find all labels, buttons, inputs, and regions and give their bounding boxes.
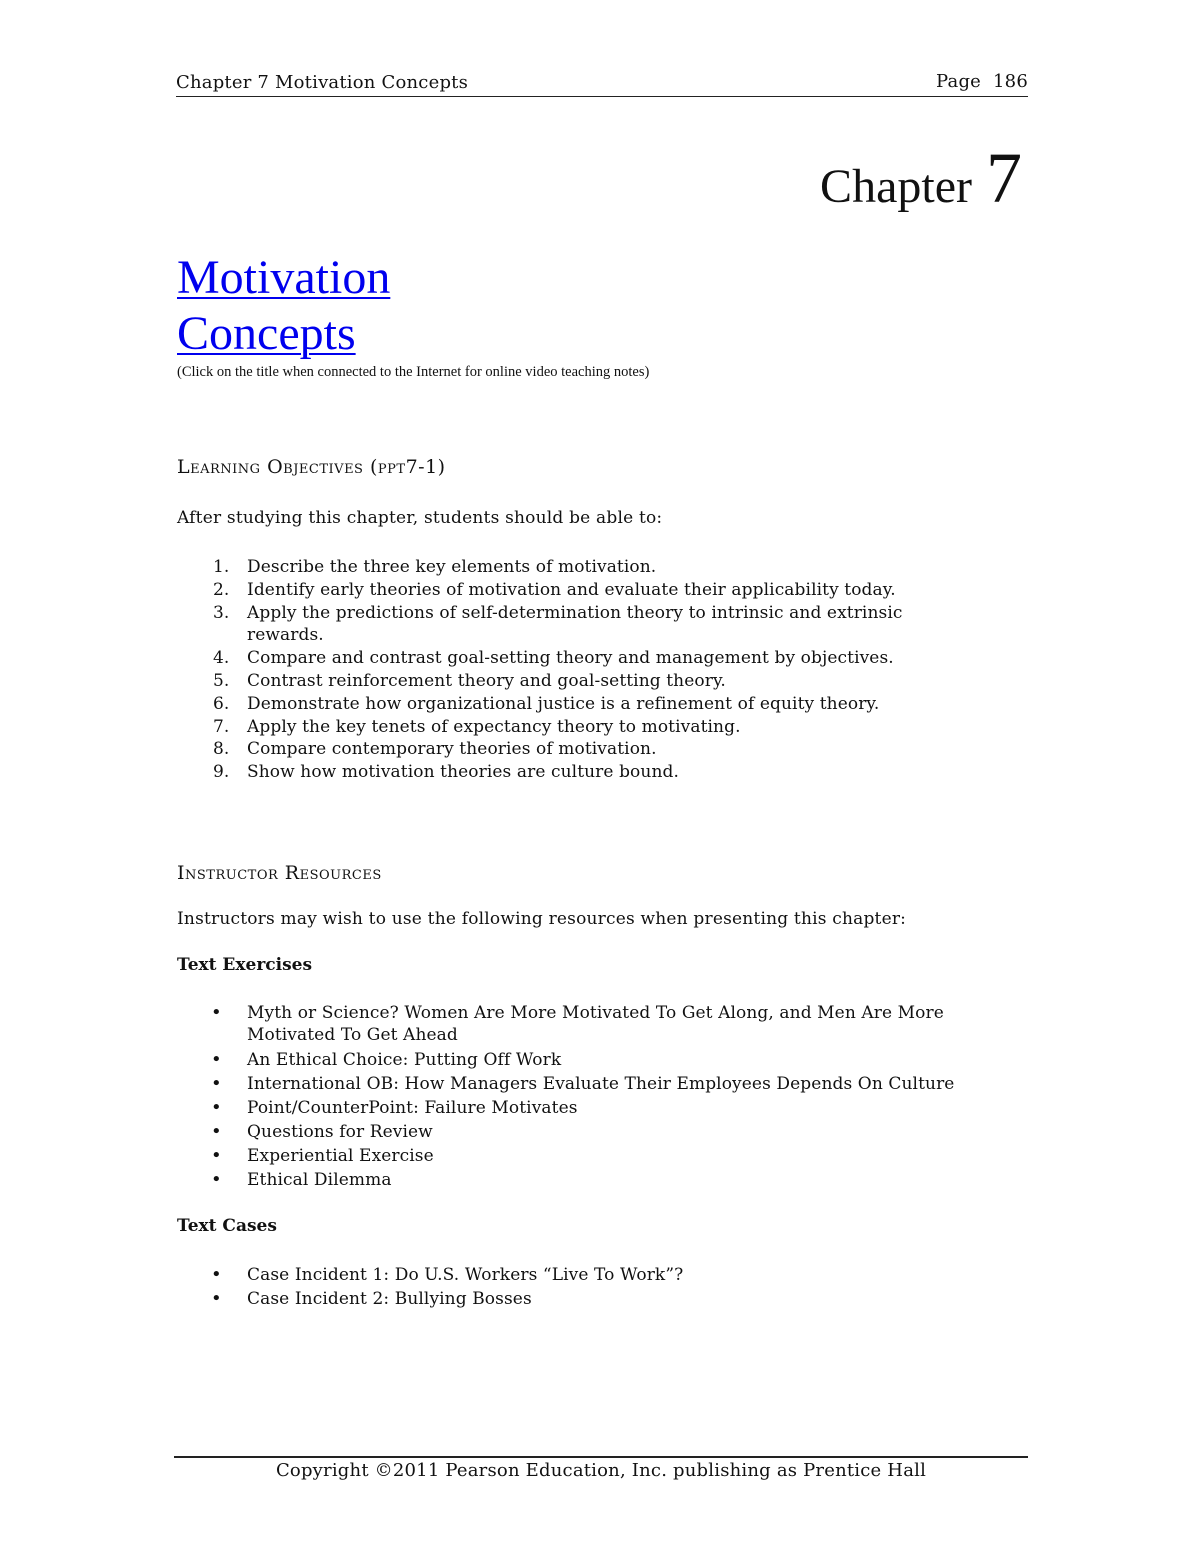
list-item: 7. Apply the key tenets of expectancy theory to motivating. <box>213 716 741 737</box>
footer-rule <box>174 1456 1028 1458</box>
list-item: 2. Identify early theories of motivation and evaluate their applicability today. <box>213 579 896 600</box>
header-chapter-title: Chapter 7 Motivation Concepts <box>176 72 469 93</box>
title-line-1[interactable]: Motivation <box>177 251 391 304</box>
instructor-resources-intro: Instructors may wish to use the following resources when presenting this chapter: <box>177 909 907 929</box>
text-cases-list <box>177 1263 1037 1311</box>
list-item: • Questions for Review <box>177 1120 1037 1144</box>
learning-objectives-intro: After studying this chapter, students should be able to: <box>177 508 663 528</box>
chapter-title-link[interactable] <box>177 250 390 362</box>
list-item: • Myth or Science? Women Are More Motivated To Get Along, and Men Are More Motivated To Get Ahead <box>177 1002 1037 1046</box>
list-item: 4. Compare and contrast goal-setting theory and management by objectives. <box>213 648 894 669</box>
list-item: 9. Show how motivation theories are culture bound. <box>213 762 679 783</box>
instructor-resources-heading: Instructor Resources <box>177 862 382 884</box>
chapter-label: Chapter <box>820 160 972 213</box>
text-exercises-list <box>177 1002 1037 1192</box>
list-item: 6. Demonstrate how organizational justice is a refinement of equity theory. <box>213 693 880 714</box>
chapter-number: 7 <box>986 138 1022 218</box>
footer-copyright: Copyright ©2011 Pearson Education, Inc. publishing as Prentice Hall <box>275 1460 927 1481</box>
title-note: (Click on the title when connected to the Internet for online video teaching notes) <box>177 364 650 380</box>
list-item: • International OB: How Managers Evaluate Their Employees Depends On Culture <box>177 1072 1037 1096</box>
chapter-mark <box>820 138 1022 218</box>
text-cases-heading: Text Cases <box>177 1216 277 1236</box>
list-item: 3. Apply the predictions of self-determination theory to intrinsic and extrinsic rewards. <box>213 602 903 646</box>
list-item: • Case Incident 1: Do U.S. Workers “Live To Work”? <box>177 1263 1037 1287</box>
list-item: 1. Describe the three key elements of motivation. <box>213 557 657 577</box>
list-item: • Point/CounterPoint: Failure Motivates <box>177 1096 1037 1120</box>
running-header <box>176 70 1028 97</box>
learning-objectives-list <box>177 556 1037 784</box>
list-item: • Ethical Dilemma <box>177 1168 1037 1192</box>
list-item: • Experiential Exercise <box>177 1144 1037 1168</box>
list-item: 5. Contrast reinforcement theory and goal-setting theory. <box>213 670 726 691</box>
page-label: Page <box>936 71 982 92</box>
page-number: 186 <box>993 71 1028 92</box>
title-line-2[interactable]: Concepts <box>177 307 356 360</box>
list-item: • An Ethical Choice: Putting Off Work <box>177 1048 1037 1072</box>
learning-objectives-heading: Learning Objectives (ppt7-1) <box>177 456 446 478</box>
header-page-number <box>936 71 1028 92</box>
list-item: 8. Compare contemporary theories of motivation. <box>213 739 657 760</box>
text-exercises-heading: Text Exercises <box>177 955 313 975</box>
list-item: • Case Incident 2: Bullying Bosses <box>177 1287 1037 1311</box>
